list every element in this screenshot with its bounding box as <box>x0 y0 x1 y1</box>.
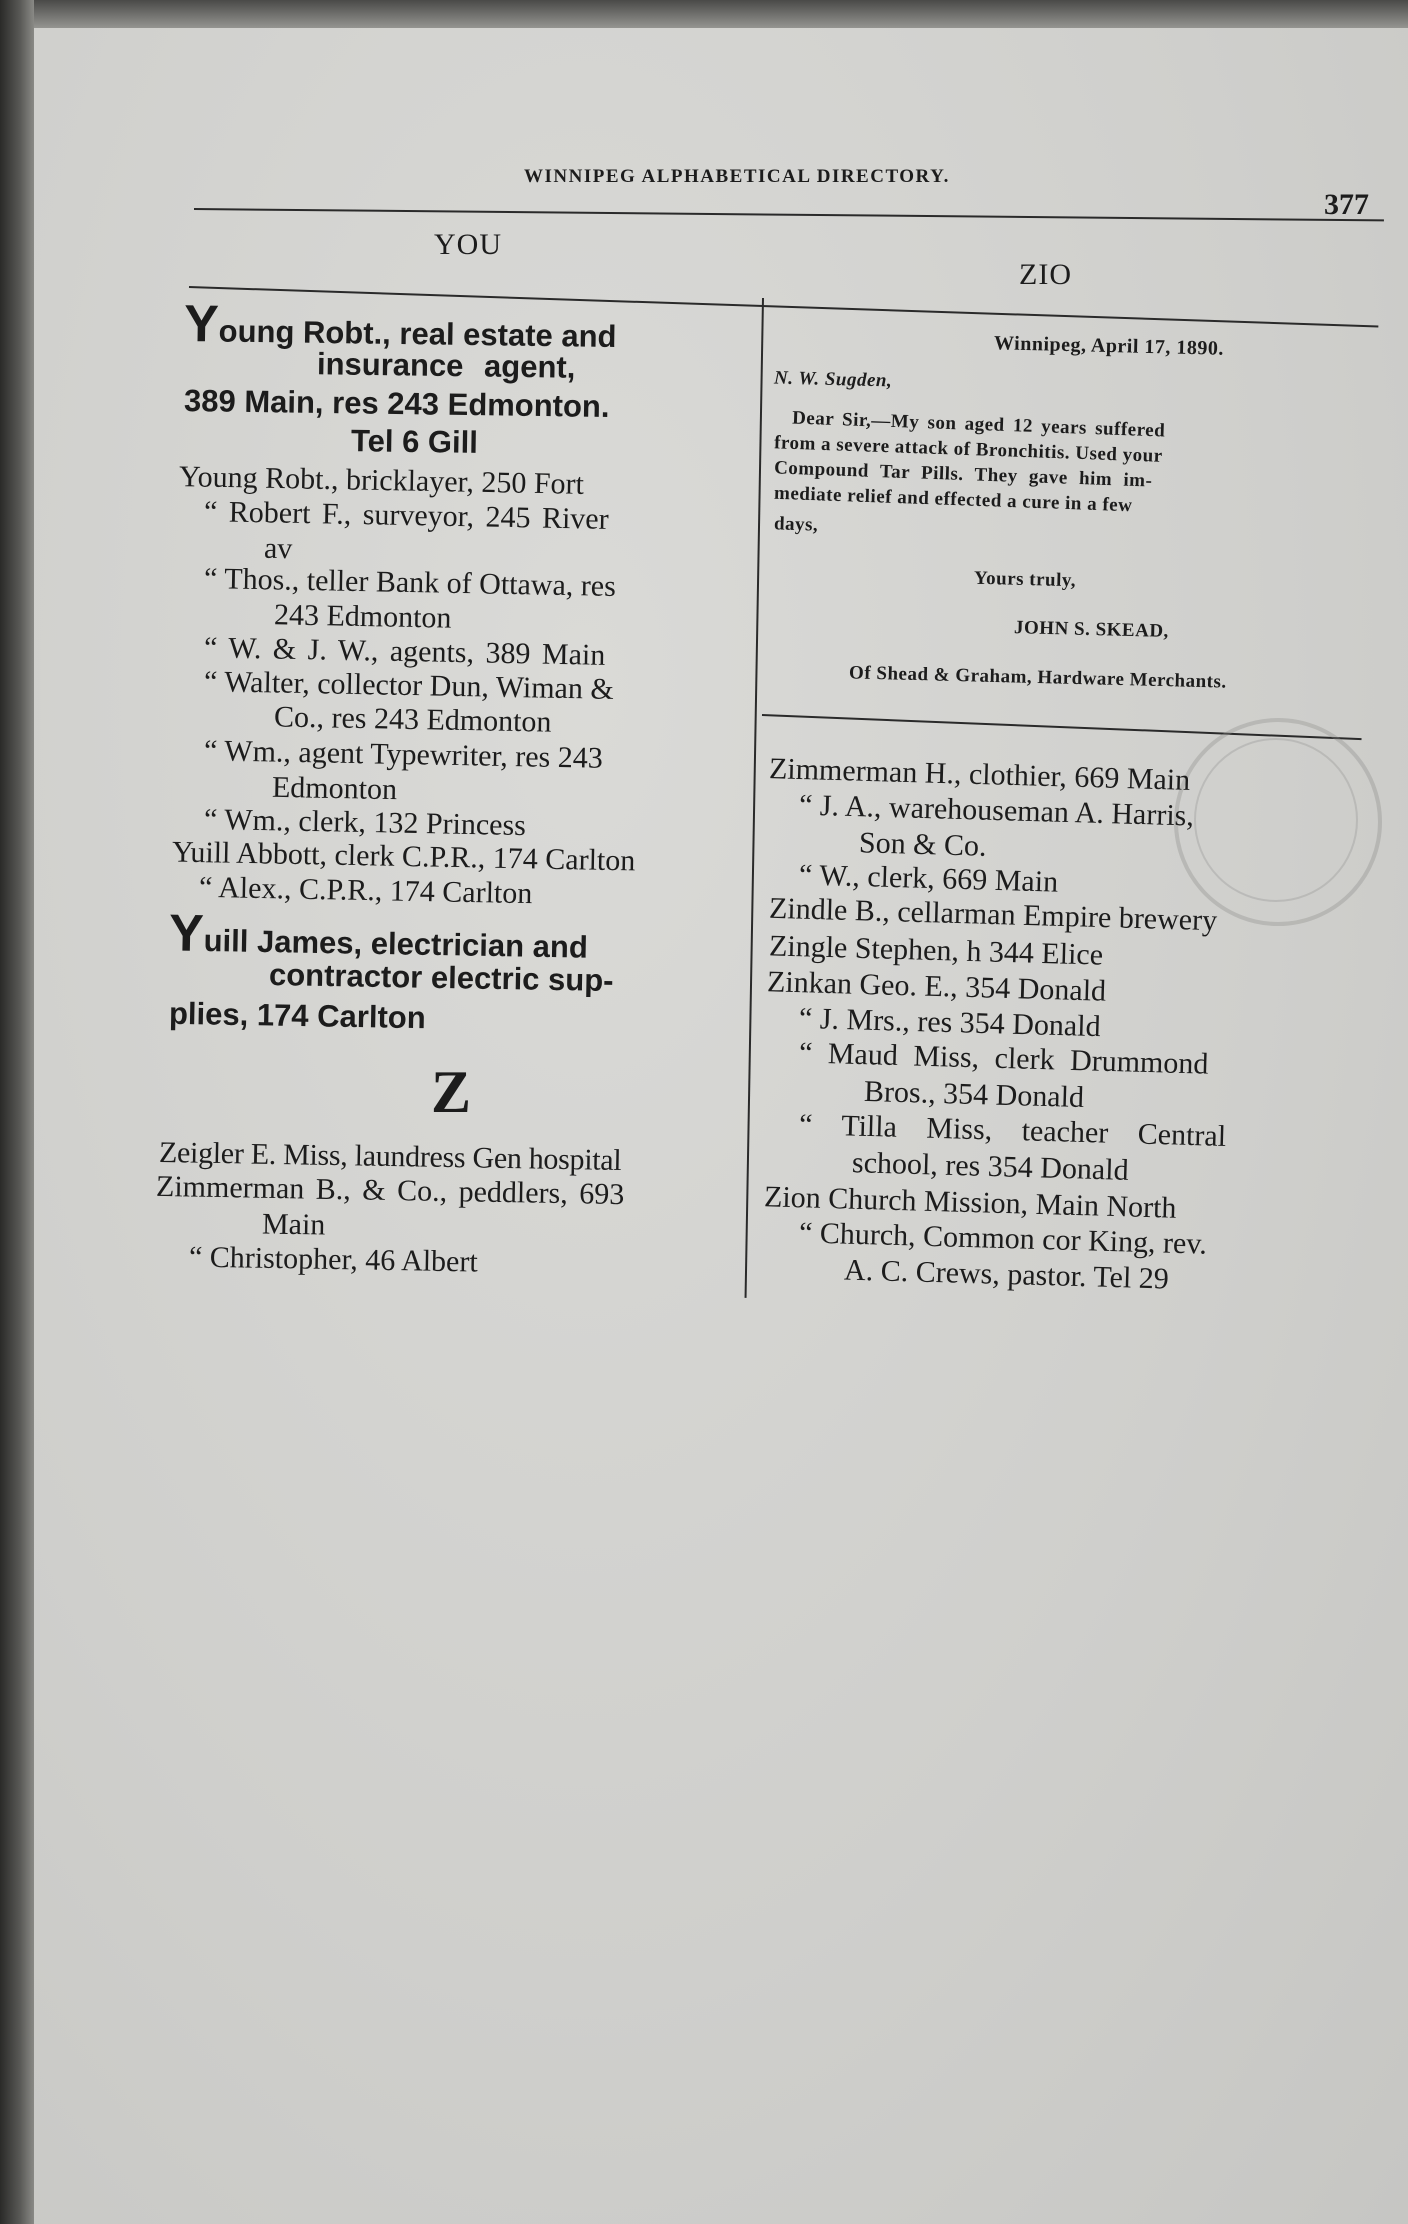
entry-wm-agent-cont: Edmonton <box>271 770 398 807</box>
ad-initial: Y <box>183 294 220 354</box>
entry-robert-f: “ Robert F., surveyor, 245 River <box>203 495 609 536</box>
entry-zinkan: Zinkan Geo. E., 354 Donald <box>766 965 1107 1008</box>
ad-initial: Y <box>168 904 205 963</box>
entry-yuill-abbott: Yuill Abbott, clerk C.P.R., 174 Carlton <box>171 835 636 878</box>
entry-zingle: Zingle Stephen, h 344 Elice <box>768 929 1104 972</box>
testimonial-body-line-3: Compound Tar Pills. They gave him im- <box>773 457 1153 492</box>
guide-word-left: YOU <box>434 228 502 261</box>
entry-zimmerman-b: Zimmerman B., & Co., peddlers, 693 <box>155 1169 625 1212</box>
entry-zion-church-cont: A. C. Crews, pastor. Tel 29 <box>843 1253 1170 1296</box>
testimonial-date: Winnipeg, April 17, 1890. <box>993 332 1225 360</box>
section-letter-z: Z <box>431 1059 472 1125</box>
testimonial-signature: JOHN S. SKEAD, <box>1013 617 1170 642</box>
entry-zimmerman-b-cont: Main <box>261 1207 326 1242</box>
yuill-james-ad-line-2: contractor electric sup- <box>268 956 614 999</box>
entry-zeigler: Zeigler E. Miss, laundress Gen hospital <box>158 1135 622 1178</box>
entry-wm-clerk: “ Wm., clerk, 132 Princess <box>203 802 527 843</box>
testimonial-body-line-5: days, <box>773 513 819 536</box>
running-head: WINNIPEG ALPHABETICAL DIRECTORY. <box>524 166 950 187</box>
entry-young-robt-bricklayer: Young Robt., bricklayer, 250 Fort <box>178 460 585 501</box>
entry-walter: “ Walter, collector Dun, Wiman & <box>203 665 615 706</box>
page-number: 377 <box>1324 188 1369 221</box>
entry-alex: “ Alex., C.P.R., 174 Carlton <box>198 870 533 911</box>
entry-zindle: Zindle B., cellarman Empire brewery <box>768 891 1218 938</box>
testimonial-body-line-4: mediate relief and effected a cure in a few <box>773 482 1133 517</box>
directory-page <box>34 28 1408 2224</box>
entry-j-a-cont: Son & Co. <box>858 826 987 863</box>
entry-zion-mission: Zion Church Mission, Main North <box>763 1180 1177 1225</box>
ad-line-rest: uill James, electrician and <box>203 922 589 965</box>
entry-thos-cont: 243 Edmonton <box>273 598 452 635</box>
library-stamp-inner <box>1194 738 1358 902</box>
entry-maud: “ Maud Miss, clerk Drummond <box>798 1036 1209 1081</box>
header-rule <box>194 208 1384 221</box>
entry-w-j-w: “ W. & J. W., agents, 389 Main <box>203 631 606 672</box>
guide-word-right: ZIO <box>1019 258 1072 291</box>
young-robt-ad-line-2: insurance agent, <box>316 346 576 385</box>
entry-j-mrs: “ J. Mrs., res 354 Donald <box>798 1001 1102 1044</box>
testimonial-body-line-2: from a severe attack of Bronchitis. Used your <box>773 432 1163 467</box>
ad-line-rest: oung Robt., real estate and <box>218 313 617 355</box>
yuill-james-ad-line-1 <box>168 904 589 965</box>
entry-christopher: “ Christopher, 46 Albert <box>188 1240 479 1279</box>
entry-zion-church: “ Church, Common cor King, rev. <box>798 1216 1208 1261</box>
testimonial-closing: Yours truly, <box>973 567 1077 592</box>
young-robt-ad-line-3: 389 Main, res 243 Edmonton. <box>183 383 610 424</box>
entry-tilla-cont: school, res 354 Donald <box>851 1146 1130 1187</box>
testimonial-addressee: N. W. Sugden, <box>773 367 893 392</box>
entry-maud-cont: Bros., 354 Donald <box>863 1074 1085 1115</box>
testimonial-body-line-1: Dear Sir,—My son aged 12 years suffered <box>791 407 1166 442</box>
testimonial-affiliation: Of Shead & Graham, Hardware Merchants. <box>848 662 1227 693</box>
entry-thos: “ Thos., teller Bank of Ottawa, res <box>203 562 617 603</box>
column-divider <box>745 298 764 1298</box>
entry-wm-agent: “ Wm., agent Typewriter, res 243 <box>203 734 604 775</box>
young-robt-ad-line-4: Tel 6 Gill <box>350 423 479 460</box>
entry-w-clerk: “ W., clerk, 669 Main <box>798 858 1059 899</box>
entry-robert-f-cont: av <box>263 531 293 566</box>
entry-zimmerman-h: Zimmerman H., clothier, 669 Main <box>768 752 1191 797</box>
entry-walter-cont: Co., res 243 Edmonton <box>273 700 552 739</box>
entry-tilla: “ Tilla Miss, teacher Central <box>798 1108 1227 1153</box>
book-binding <box>0 0 34 2224</box>
yuill-james-ad-line-3: plies, 174 Carlton <box>168 995 427 1036</box>
top-edge-shadow <box>34 0 1408 30</box>
entry-j-a: “ J. A., warehouseman A. Harris, <box>798 788 1195 833</box>
